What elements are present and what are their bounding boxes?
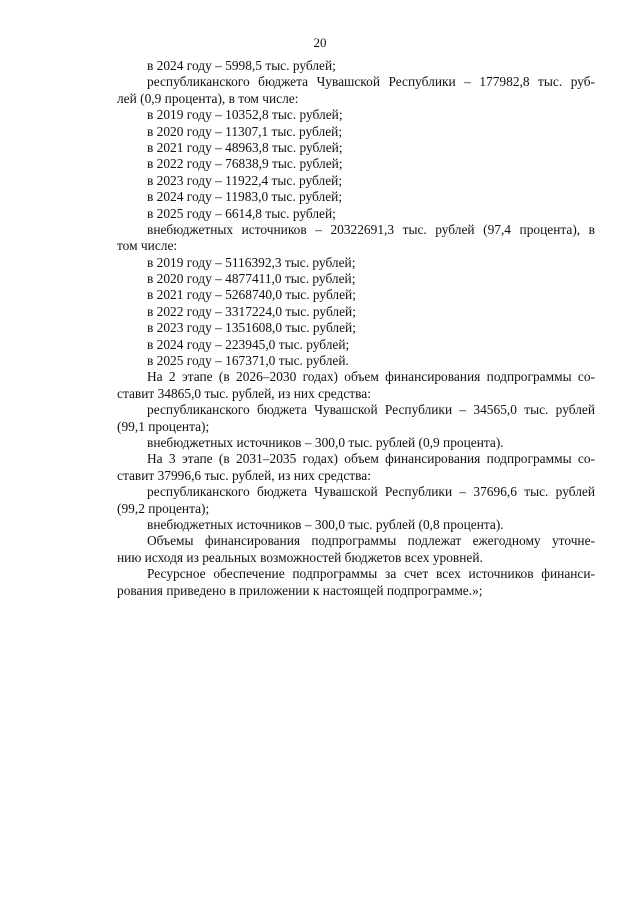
page-number: 20 bbox=[313, 35, 327, 50]
text-line: (99,1 процента); bbox=[117, 418, 210, 434]
text-line: республиканского бюджета Чувашской Республики – 37696,6 тыс. рублей bbox=[147, 484, 595, 500]
text-line: в 2025 году – 6614,8 тыс. рублей; bbox=[147, 205, 336, 221]
text-line: На 2 этапе (в 2026–2030 годах) объем финансирования подпрограммы со- bbox=[147, 369, 595, 385]
text-line: Ресурсное обеспечение подпрограммы за счет всех источников финанси- bbox=[147, 566, 595, 582]
text-line: внебюджетных источников – 20322691,3 тыс. рублей (97,4 процента), в bbox=[147, 221, 595, 237]
text-line: нию исходя из реальных возможностей бюджетов всех уровней. bbox=[117, 549, 483, 565]
text-line: в 2021 году – 5268740,0 тыс. рублей; bbox=[147, 287, 356, 303]
text-line: в 2022 году – 76838,9 тыс. рублей; bbox=[147, 156, 343, 172]
text-line: рования приведено в приложении к настоящей подпрограмме.»; bbox=[117, 582, 483, 598]
text-line: На 3 этапе (в 2031–2035 годах) объем финансирования подпрограммы со- bbox=[147, 451, 595, 467]
text-line: ставит 37996,6 тыс. рублей, из них средства: bbox=[117, 467, 371, 483]
text-line: ставит 34865,0 тыс. рублей, из них средства: bbox=[117, 385, 371, 401]
text-line: лей (0,9 процента), в том числе: bbox=[117, 90, 299, 106]
text-line: внебюджетных источников – 300,0 тыс. рублей (0,9 процента). bbox=[147, 434, 504, 450]
text-line: в 2020 году – 11307,1 тыс. рублей; bbox=[147, 123, 343, 139]
text-line: в 2020 году – 4877411,0 тыс. рублей; bbox=[147, 271, 356, 287]
text-line: республиканского бюджета Чувашской Республики – 34565,0 тыс. рублей bbox=[147, 402, 595, 418]
text-line: том числе: bbox=[117, 238, 178, 254]
text-line: внебюджетных источников – 300,0 тыс. рублей (0,8 процента). bbox=[147, 516, 504, 532]
text-line: в 2024 году – 5998,5 тыс. рублей; bbox=[147, 58, 336, 73]
text-line: в 2025 году – 167371,0 тыс. рублей. bbox=[147, 353, 349, 369]
text-line: в 2023 году – 11922,4 тыс. рублей; bbox=[147, 172, 343, 188]
text-line: (99,2 процента); bbox=[117, 500, 210, 516]
text-line: в 2024 году – 11983,0 тыс. рублей; bbox=[147, 189, 343, 205]
text-line: Объемы финансирования подпрограммы подлежат ежегодному уточне- bbox=[147, 533, 595, 549]
text-line: в 2019 году – 10352,8 тыс. рублей; bbox=[147, 107, 343, 123]
text-line: республиканского бюджета Чувашской Республики – 177982,8 тыс. руб- bbox=[147, 74, 595, 90]
text-line: в 2023 году – 1351608,0 тыс. рублей; bbox=[147, 320, 356, 336]
document-body bbox=[117, 58, 595, 599]
text-line: в 2021 году – 48963,8 тыс. рублей; bbox=[147, 139, 343, 155]
text-line: в 2024 году – 223945,0 тыс. рублей; bbox=[147, 336, 350, 352]
text-line: в 2022 году – 3317224,0 тыс. рублей; bbox=[147, 303, 356, 319]
text-line: в 2019 году – 5116392,3 тыс. рублей; bbox=[147, 254, 356, 270]
